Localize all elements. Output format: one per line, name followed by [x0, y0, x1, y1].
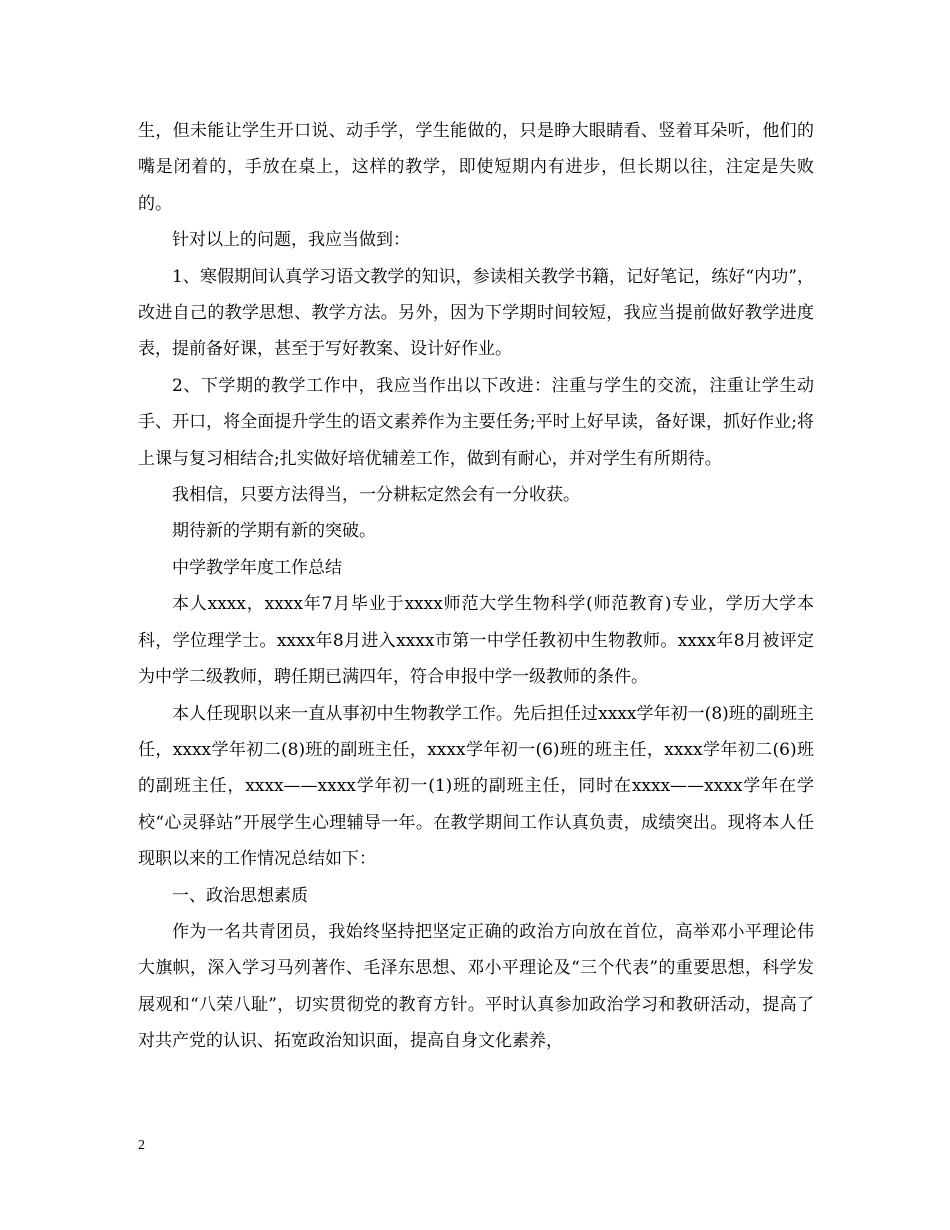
- paragraph: 本人xxxx，xxxx年7月毕业于xxxx师范大学生物科学(师范教育)专业，学历大学本科，学位理学士。xxxx年8月进入xxxx市第一中学任教初中生物教师。xxxx年8月被评定为中学二级教师，聘任期已满四年，符合申报中学一级教师的条件。: [138, 594, 814, 688]
- page-number: 2: [138, 1138, 145, 1153]
- paragraph: 针对以上的问题，我应当做到：: [172, 230, 410, 251]
- paragraph: 2、下学期的教学工作中，我应当作出以下改进：注重与学生的交流，注重让学生动手、开口，将全面提升学生的语文素养作为主要任务;平时上好早读，备好课，抓好作业;将上课与复习相结合;扎实做好培优辅差工作，做到有耐心，并对学生有所期待。: [138, 375, 814, 469]
- section-heading: 一、政治思想素质: [172, 885, 308, 906]
- paragraph: 生，但未能让学生开口说、动手学，学生能做的，只是睁大眼睛看、竖着耳朵听，他们的嘴是闭着的，手放在桌上，这样的教学，即使短期内有进步，但长期以往，注定是失败的。: [138, 121, 814, 214]
- paragraph: 我相信，只要方法得当，一分耕耘定然会有一分收获。: [172, 485, 580, 506]
- document-body: [138, 113, 814, 1060]
- paragraph: 1、寒假期间认真学习语文教学的知识，参读相关教学书籍，记好笔记，练好“内功”，改进自己的教学思想、教学方法。另外，因为下学期时间较短，我应当提前做好教学进度表，提前备好课，甚至于写好教案、设计好作业。: [138, 266, 814, 360]
- paragraph: 本人任现职以来一直从事初中生物教学工作。先后担任过xxxx学年初一(8)班的副班主任，xxxx学年初二(8)班的副班主任，xxxx学年初一(6)班的班主任，xxxx学年初二(6)班的副班主任，xxxx——xxxx学年初一(1)班的副班主任，同时在xxxx——xxxx学年在学校“心灵驿站”开展学生心理辅导一年。在教学期间工作认真负责，成绩突出。现将本人任现职以来的工作情况总结如下：: [138, 703, 814, 870]
- paragraph: 期待新的学期有新的突破。: [172, 521, 376, 542]
- section-title: 中学教学年度工作总结: [172, 557, 342, 578]
- paragraph: 作为一名共青团员，我始终坚持把坚定正确的政治方向放在首位，高举邓小平理论伟大旗帜，深入学习马列著作、毛泽东思想、邓小平理论及“三个代表”的重要思想，科学发展观和“八荣八耻”，切实贯彻党的教育方针。平时认真参加政治学习和教研活动，提高了对共产党的认识、拓宽政治知识面，提高自身文化素养，: [138, 921, 814, 1052]
